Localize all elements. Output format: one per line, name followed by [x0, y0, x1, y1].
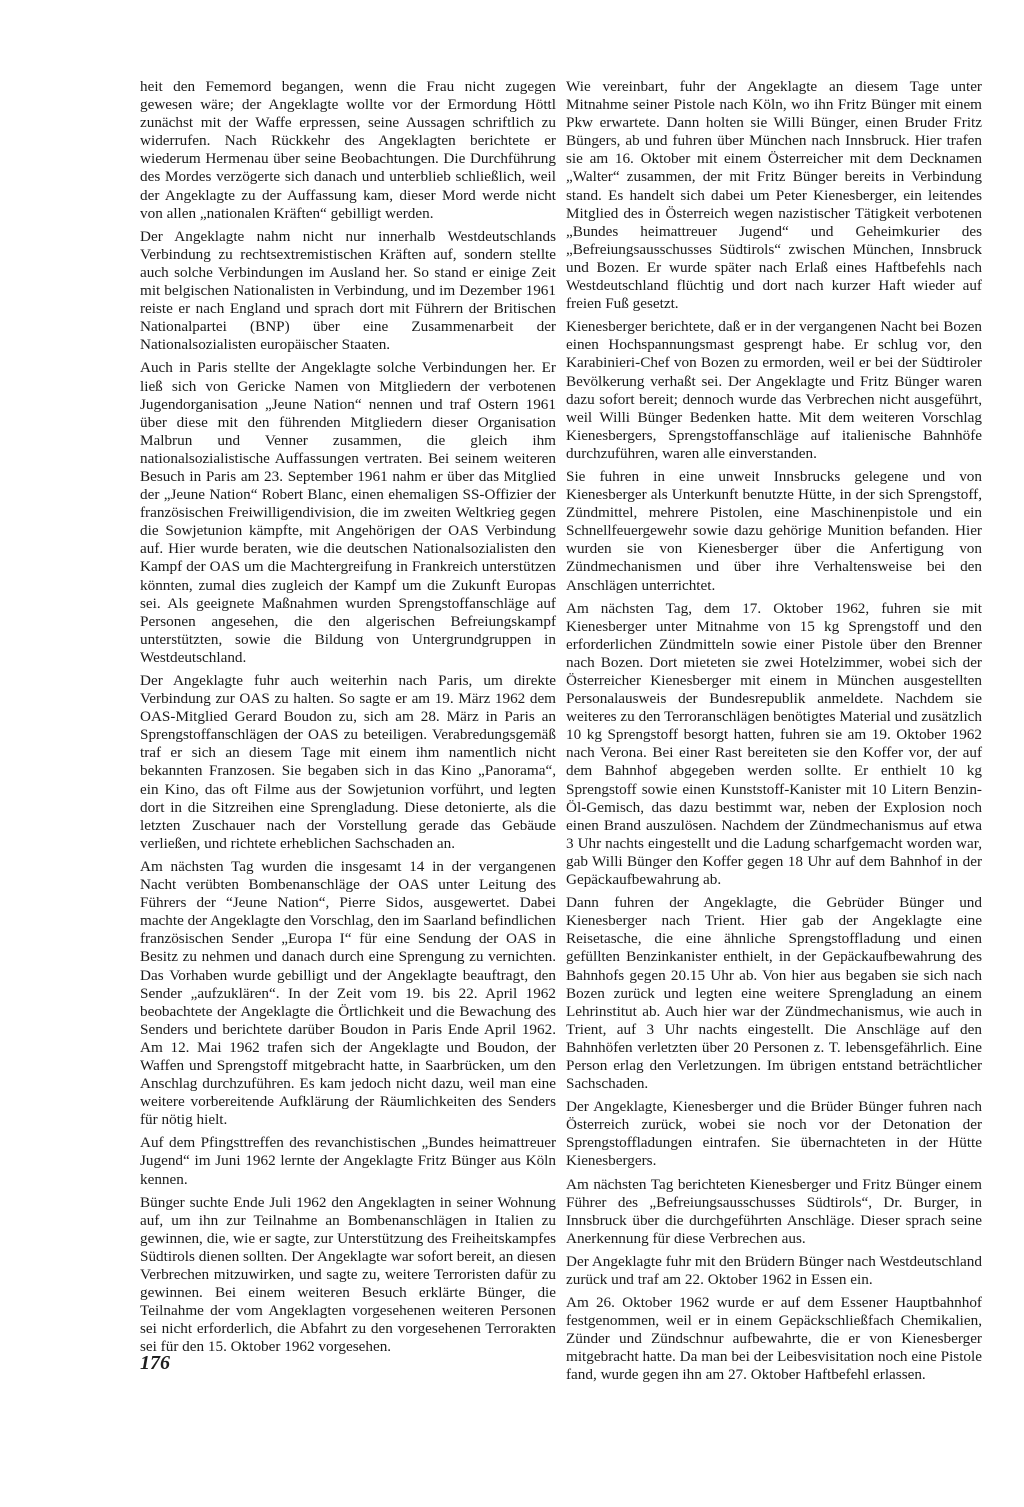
- paragraph: Auch in Paris stellte der Angeklagte solche Verbindungen her. Er ließ sich von Gericke Namen von Mitgliedern der verbotenen Jugendorganisation „Jeune Nation“ nennen und traf Ostern 1961 über diese mit den führenden Mitgliedern dieser Organisation Malbrun und Venner zusammen, die gleich ihm nationalsozialistische Auffassungen vertraten. Bei seinem weiteren Besuch in Paris am 23. September 1961 nahm er über das Mitglied der „Jeune Nation“ Robert Blanc, einen ehemaligen SS-Offizier der französischen Freiwilligendivision, die im zweiten Weltkrieg gegen die Sowjetunion kämpfte, mit Angehörigen der OAS Verbindung auf. Hier wurde beraten, wie die deutschen Nationalsozialisten den Kampf der OAS um die Machtergreifung in Frankreich unterstützen könnten, zumal dies zugleich der Kampf um die Zukunft Europas sei. Als geeignete Maßnahmen wurden Sprengstoffanschläge auf Personen angesehen, die den algerischen Befreiungskampf unterstützten, sowie die Bildung von Untergrundgruppen in Westdeutschland.: [140, 359, 556, 666]
- paragraph: Sie fuhren in eine unweit Innsbrucks gelegene und von Kienesberger als Unterkunft benutzte Hütte, in der sich Sprengstoff, Zündmittel, mehrere Pistolen, eine Maschinenpistole und ein Schnellfeuergewehr sowie dazu gehörige Munition befanden. Hier wurden sie von Kienesberger über die Anfertigung von Zündmechanismen und über ihre Verhaltensweise bei den Anschlägen unterrichtet.: [566, 467, 982, 594]
- paragraph: Auf dem Pfingsttreffen des revanchistischen „Bundes heimattreuer Jugend“ im Juni 1962 lernte der Angeklagte Fritz Bünger aus Köln kennen.: [140, 1134, 556, 1188]
- paragraph: Der Angeklagte, Kienesberger und die Brüder Bünger fuhren nach Österreich zurück, wobei sie noch vor der Detonation der Sprengstoffladungen eintrafen. Sie übernachteten in der Hütte Kienesbergers.: [566, 1098, 982, 1170]
- paragraph: Am nächsten Tag, dem 17. Oktober 1962, fuhren sie mit Kienesberger unter Mitnahme von 15 kg Sprengstoff und den erforderlichen Zündmitteln sowie einer Pistole über den Brenner nach Bozen. Dort mieteten sie zwei Hotelzimmer, wobei sich der Österreicher Kienesberger mit einem in München ausgestellten Personalausweis der Bundesrepublik anmeldete. Nachdem sie weiteres zu den Terroranschlägen benötigtes Material und zusätzlich 10 kg Sprengstoff besorgt hatten, fuhren sie am 19. Oktober 1962 nach Verona. Bei einer Rast bereiteten sie den Koffer vor, der auf dem Bahnhof abgegeben werden sollte. Er enthielt 10 kg Sprengstoff sowie einen Kunststoff-Kanister mit 10 Litern Benzin-Öl-Gemisch, das dazu bestimmt war, neben der Explosion noch einen Brand auszulösen. Nachdem der Zündmechanismus auf etwa 3 Uhr nachts eingestellt und die Ladung scharfgemacht worden war, gab Willi Bünger den Koffer gegen 18 Uhr auf dem Bahnhof in der Gepäckaufbewahrung ab.: [566, 599, 982, 889]
- paragraph: Dann fuhren der Angeklagte, die Gebrüder Bünger und Kienesberger nach Trient. Hier gab der Angeklagte eine Reisetasche, die eine ähnliche Sprengstoffladung und einen gefüllten Benzinkanister enthielt, in der Gepäckaufbewahrung des Bahnhofs gegen 20.15 Uhr ab. Von hier aus begaben sie sich nach Bozen zurück und legten eine weitere Sprengladung an einem Lehrinstitut ab. Auch hier war der Zündmechanismus, wie auch in Trient, auf 3 Uhr nachts eingestellt. Die Anschläge auf den Bahnhöfen verletzten über 20 Personen z. T. lebensgefährlich. Eine Person erlag den Verletzungen. Im übrigen entstand beträchtlicher Sachschaden.: [566, 894, 982, 1093]
- left-column: [140, 78, 556, 1361]
- paragraph: Am nächsten Tag wurden die insgesamt 14 in der vergangenen Nacht verübten Bombenanschläge der OAS unter Leitung des Führers der “Jeune Nation“, Pierre Sidos, ausgewertet. Dabei machte der Angeklagte den Vorschlag, den im Saarland befindlichen französischen Sender „Europa I“ für eine Sendung der OAS in Besitz zu nehmen und danach durch eine Sprengung zu vernichten. Das Vorhaben wurde gebilligt und der Angeklagte beauftragt, den Sender „aufzuklären“. In der Zeit vom 19. bis 22. April 1962 beobachtete der Angeklagte die Örtlichkeit und die Bewachung des Senders und berichtete darüber Boudon in Paris Ende April 1962. Am 12. Mai 1962 trafen sich der Angeklagte und Boudon, der Waffen und Sprengstoff mitgebracht hatte, in Saarbrücken, um den Anschlag durchzuführen. Es kam jedoch nicht dazu, weil man eine weitere vorbereitende Aufklärung der Räumlichkeiten des Senders für nötig hielt.: [140, 857, 556, 1129]
- paragraph: Der Angeklagte fuhr auch weiterhin nach Paris, um direkte Verbindung zur OAS zu halten. So sagte er am 19. März 1962 dem OAS-Mitglied Gerard Boudon zu, sich am 28. März in Paris an Sprengstoffanschlägen der OAS zu beteiligen. Verabredungsgemäß traf er sich an diesem Tage mit einem ihm namentlich nicht bekannten Franzosen. Sie begaben sich in das Kino „Panorama“, ein Kino, das oft Filme aus der Sowjetunion vorführt, und legten dort in die Sitzreihen eine Sprengladung. Diese detonierte, als die letzten Zuschauer nach der Vorstellung gerade das Gebäude verließen, und richtete erheblichen Sachschaden an.: [140, 672, 556, 852]
- paragraph: Kienesberger berichtete, daß er in der vergangenen Nacht bei Bozen einen Hochspannungsmast gesprengt habe. Er schlug vor, den Karabinieri-Chef von Bozen zu ermorden, weil er bei der Südtiroler Bevölkerung verhaßt sei. Der Angeklagte und Fritz Bünger waren dazu sofort bereit; dennoch wurde das Verbrechen nicht ausgeführt, weil Willi Bünger Bedenken hatte. Mit dem weiteren Vorschlag Kienesbergers, Sprengstoffanschläge auf italienische Bahnhöfe durchzuführen, waren alle einverstanden.: [566, 318, 982, 462]
- paragraph: Am nächsten Tag berichteten Kienesberger und Fritz Bünger einem Führer des „Befreiungsausschusses Südtirols“, Dr. Burger, in Innsbruck über die durchgeführten Anschläge. Dieser sprach seine Anerkennung für diese Verbrechen aus.: [566, 1175, 982, 1247]
- paragraph: Wie vereinbart, fuhr der Angeklagte an diesem Tage unter Mitnahme seiner Pistole nach Köln, wo ihn Fritz Bünger mit einem Pkw erwartete. Dann holten sie Willi Bünger, einen Bruder Fritz Büngers, ab und fuhren über München nach Innsbruck. Hier trafen sie am 16. Oktober mit einem Österreicher mit dem Decknamen „Walter“ zusammen, der mit Fritz Bünger bereits in Verbindung stand. Es handelt sich dabei um Peter Kienesberger, ein leitendes Mitglied des in Österreich wegen nazistischer Tätigkeit verbotenen „Bundes heimattreuer Jugend“ und Geheimkurier des „Befreiungsausschusses Südtirols“ zwischen München, Innsbruck und Bozen. Er wurde später nach Erlaß eines Haftbefehls nach Westdeutschland flüchtig und dort nach kurzer Haft wieder auf freien Fuß gesetzt.: [566, 78, 982, 313]
- paragraph: Der Angeklagte nahm nicht nur innerhalb Westdeutschlands Verbindung zu rechtsextremistischen Kräften auf, sondern stellte auch solche Verbindungen im Ausland her. So stand er einige Zeit mit belgischen Nationalisten in Verbindung, und im Dezember 1961 reiste er nach England und sprach dort mit Führern der Britischen Nationalpartei (BNP) über eine Zusammenarbeit der Nationalsozialisten europäischer Staaten.: [140, 227, 556, 354]
- paragraph: heit den Fememord begangen, wenn die Frau nicht zugegen gewesen wäre; der Angeklagte wollte vor der Ermordung Höttl zunächst mit der Waffe erpressen, seine Aussagen schriftlich zu widerrufen. Nach Rückkehr des Angeklagten berichtete er wiederum Hermenau über seine Beobachtungen. Die Durchführung des Mordes verzögerte sich danach und unterblieb schließlich, weil der Angeklagte zu der Auffassung kam, dieser Mord werde nicht von allen „nationalen Kräften“ gebilligt werden.: [140, 78, 556, 222]
- paragraph: Der Angeklagte fuhr mit den Brüdern Bünger nach Westdeutschland zurück und traf am 22. Oktober 1962 in Essen ein.: [566, 1252, 982, 1288]
- page-number: 176: [140, 1352, 170, 1374]
- right-column: [566, 78, 982, 1390]
- paragraph: Am 26. Oktober 1962 wurde er auf dem Essener Hauptbahnhof festgenommen, weil er in einem Gepäckschließfach Chemikalien, Zünder und Zündschnur aufbewahrte, die er von Kienesberger mitgebracht hatte. Da man bei der Leibesvisitation noch eine Pistole fand, wurde gegen ihn am 27. Oktober Haftbefehl erlassen.: [566, 1294, 982, 1384]
- paragraph: Bünger suchte Ende Juli 1962 den Angeklagten in seiner Wohnung auf, um ihn zur Teilnahme an Bombenanschlägen in Italien zu gewinnen, die, wie er sagte, zur Unterstützung des Freiheitskampfes Südtirols dienen sollten. Der Angeklagte war sofort bereit, an diesen Verbrechen mitzuwirken, und sagte zu, weitere Terroristen dafür zu gewinnen. Bei einem weiteren Besuch erklärte Bünger, die Teilnahme der vom Angeklagten vorgesehenen weiteren Personen sei nicht erforderlich, die Abfahrt zu den vorgesehenen Terrorakten sei für den 15. Oktober 1962 vorgesehen.: [140, 1193, 556, 1356]
